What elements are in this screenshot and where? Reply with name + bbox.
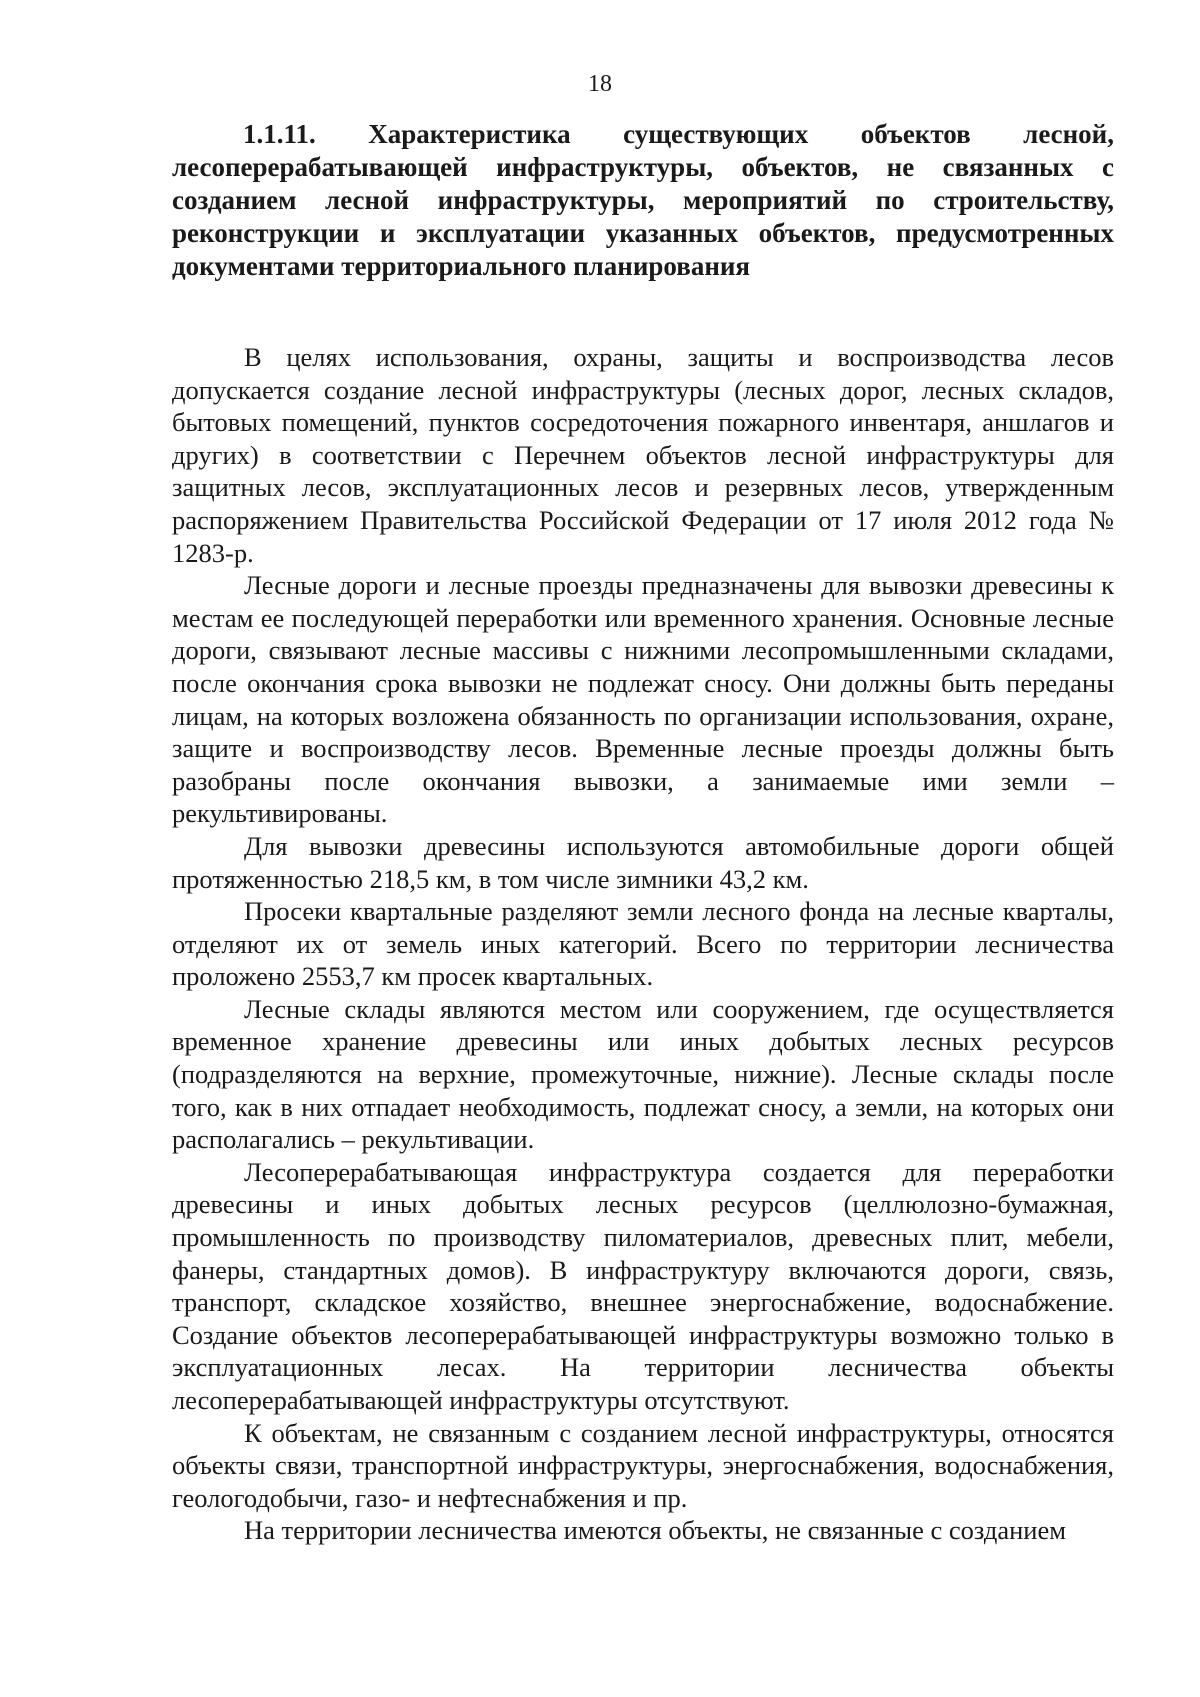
- section-heading: 1.1.11. Характеристика существующих объектов лесной, лесоперерабатывающей инфраструктуры, объектов, не связанных с созданием лесной инфраструктуры, мероприятий по строительству, реконструкции и эксплуатации указанных объектов, предусмотренных документами территориального планирования: [172, 119, 1114, 281]
- paragraph-non-forest-objects: К объектам, не связанным с созданием лесной инфраструктуры, относятся объекты связи, транспортной инфраструктуры, энергоснабжения, водоснабжения, геологодобычи, газо- и нефтеснабжения и пр.: [172, 1417, 1114, 1513]
- paragraph-road-length: Для вывозки древесины используются автомобильные дороги общей протяженностью 218,5 км, в том числе зимники 43,2 км.: [172, 830, 1114, 894]
- paragraph-forest-warehouses: Лесные склады являются местом или сооружением, где осуществляется временное хранение древесины или иных добытых лесных ресурсов (подразделяются на верхние, промежуточные, нижние). Лесные склады после того, как в них отпадает необходимость, подлежат сносу, а земли, на которых они располагались – рекультивации.: [172, 993, 1114, 1155]
- paragraph-forest-roads: Лесные дороги и лесные проезды предназначены для вывозки древесины к местам ее последующей переработки или временного хранения. Основные лесные дороги, связывают лесные массивы с нижними лесопромышленными складами, после окончания срока вывозки не подлежат сносу. Они должны быть переданы лицам, на которых возложена обязанность по организации использования, охране, защите и воспроизводству лесов. Временные лесные проезды должны быть разобраны после окончания вывозки, а занимаемые ими земли – рекультивированы.: [172, 570, 1114, 829]
- page-number: 18: [588, 71, 612, 97]
- document-body: [172, 118, 1114, 1547]
- paragraph-quarter-clearings: Просеки квартальные разделяют земли лесного фонда на лесные кварталы, отделяют их от земель иных категорий. Всего по территории лесничества проложено 2553,7 км просек квартальных.: [172, 896, 1114, 992]
- paragraph-existing-objects: На территории лесничества имеются объекты, не связанные с созданием: [244, 1515, 1067, 1546]
- paragraph-infrastructure-purpose: В целях использования, охраны, защиты и воспроизводства лесов допускается создание лесной инфраструктуры (лесных дорог, лесных складов, бытовых помещений, пунктов сосредоточения пожарного инвентаря, аншлагов и других) в соответствии с Перечнем объектов лесной инфраструктуры для защитных лесов, эксплуатационных лесов и резервных лесов, утвержденным распоряжением Правительства Российской Федерации от 17 июля 2012 года № 1283-р.: [172, 342, 1114, 568]
- paragraph-wood-processing: Лесоперерабатывающая инфраструктура создается для переработки древесины и иных добытых лесных ресурсов (целлюлозно-бумажная, промышленность по производству пиломатериалов, древесных плит, мебели, фанеры, стандартных домов). В инфраструктуру включаются дороги, связь, транспорт, складское хозяйство, внешнее энергоснабжение, водоснабжение. Создание объектов лесоперерабатывающей инфраструктуры возможно только в эксплуатационных лесах. На территории лесничества объекты лесоперерабатывающей инфраструктуры отсутствуют.: [172, 1156, 1114, 1415]
